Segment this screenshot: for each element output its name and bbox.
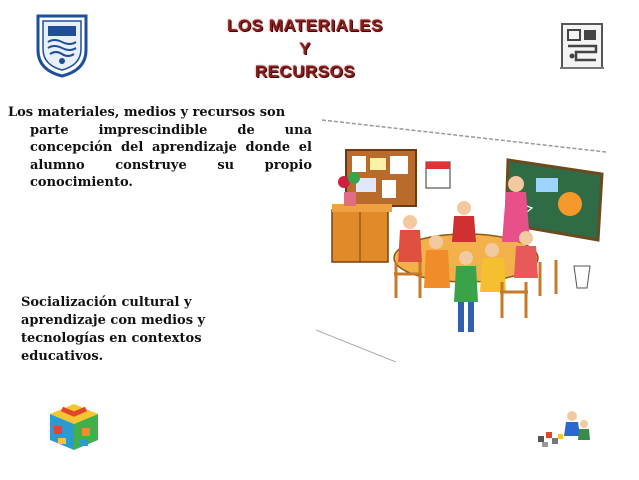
slide-title — [180, 14, 430, 83]
title-line-3: RECURSOS — [254, 62, 356, 81]
classroom-illustration — [316, 112, 612, 362]
university-crest-icon — [34, 12, 90, 78]
title-line-1: LOS MATERIALES — [227, 16, 383, 35]
materials-paragraph-rest: parte imprescindible de una concepción del aprendizaje donde el alumno construye su propio conocimiento. — [30, 122, 312, 190]
socialization-paragraph: Socialización cultural y aprendizaje con medios y tecnologías en contextos educativos. — [21, 295, 206, 364]
title-line-2: Y — [299, 39, 311, 58]
aztec-glyph-icon — [556, 18, 608, 76]
puzzle-cube-icon — [44, 398, 102, 454]
children-blocks-icon — [532, 402, 596, 450]
materials-paragraph-first-line: Los materiales, medios y recursos son — [8, 105, 286, 120]
materials-paragraph — [8, 104, 312, 192]
